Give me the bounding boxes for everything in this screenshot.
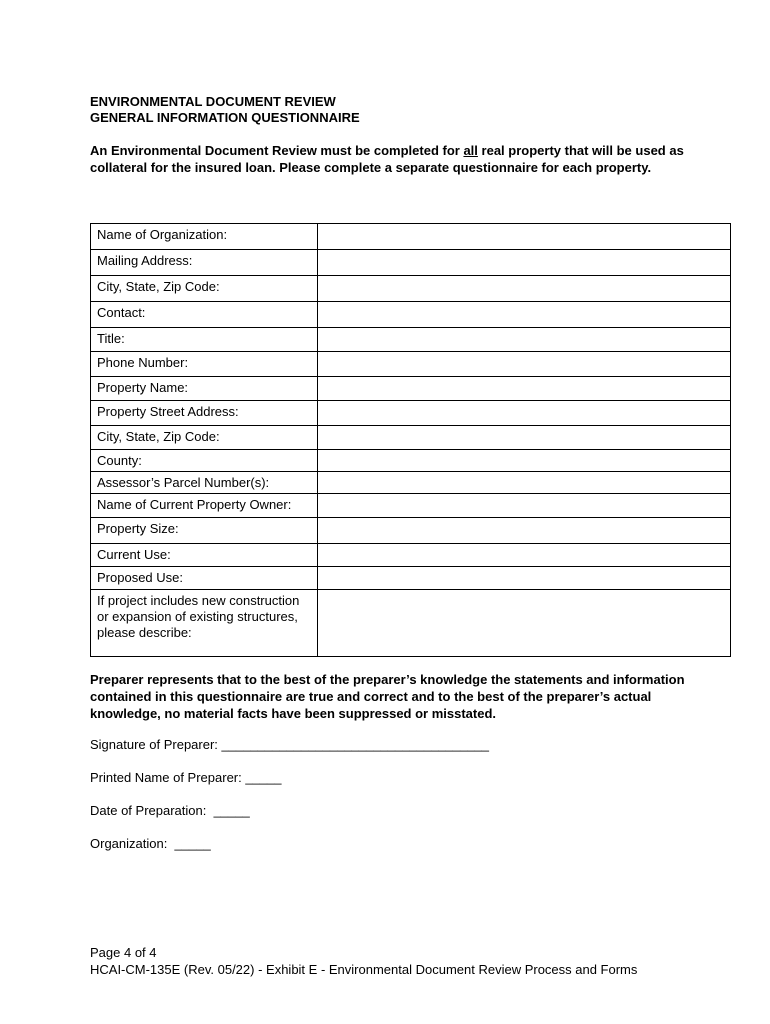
table-row — [91, 567, 731, 590]
table-row — [91, 590, 731, 657]
printed-name-line — [90, 770, 282, 786]
row-label: If project includes new construction or expansion of existing structures, please describe: — [91, 590, 318, 657]
printed-name-blank[interactable]: _____ — [245, 770, 282, 785]
intro-text-before: An Environmental Document Review must be completed for — [90, 143, 464, 158]
general-info-table — [90, 223, 731, 657]
row-label: Name of Organization: — [91, 224, 318, 250]
table-row — [91, 276, 731, 302]
proposed-use-field[interactable] — [318, 567, 731, 590]
table-row — [91, 472, 731, 494]
project-description-field[interactable] — [318, 590, 731, 657]
row-label: Property Name: — [91, 377, 318, 401]
table-row — [91, 377, 731, 401]
mailing-address-field[interactable] — [318, 250, 731, 276]
organization-blank[interactable]: _____ — [174, 836, 211, 851]
preparer-representation: Preparer represents that to the best of the preparer’s knowledge the statements and information contained in this questionnaire are true and correct and to the best of the preparer’s actual knowledge, no material facts have been suppressed or misstated. — [90, 672, 685, 721]
title-field[interactable] — [318, 328, 731, 352]
page-footer — [90, 944, 637, 978]
table-row — [91, 426, 731, 450]
row-label: Property Street Address: — [91, 401, 318, 426]
signature-label: Signature of Preparer: — [90, 737, 222, 752]
contact-field[interactable] — [318, 302, 731, 328]
row-label: Phone Number: — [91, 352, 318, 377]
row-label: Proposed Use: — [91, 567, 318, 590]
table-row — [91, 450, 731, 472]
printed-name-label: Printed Name of Preparer: — [90, 770, 246, 785]
table-row — [91, 544, 731, 567]
table-row — [91, 250, 731, 276]
date-blank[interactable]: _____ — [213, 803, 250, 818]
page-number: Page 4 of 4 — [90, 945, 157, 960]
date-label: Date of Preparation: — [90, 803, 214, 818]
table-row — [91, 352, 731, 377]
county-field[interactable] — [318, 450, 731, 472]
signature-blank[interactable]: _____________________________________ — [221, 737, 490, 752]
row-label: Title: — [91, 328, 318, 352]
parcel-number-field[interactable] — [318, 472, 731, 494]
row-label: City, State, Zip Code: — [91, 426, 318, 450]
property-name-field[interactable] — [318, 377, 731, 401]
row-label: Assessor’s Parcel Number(s): — [91, 472, 318, 494]
table-row — [91, 224, 731, 250]
table-row — [91, 302, 731, 328]
signature-line — [90, 737, 489, 753]
intro-underlined-word: all — [463, 143, 478, 158]
row-label: County: — [91, 450, 318, 472]
property-street-address-field[interactable] — [318, 401, 731, 426]
property-size-field[interactable] — [318, 518, 731, 544]
intro-paragraph — [90, 142, 690, 176]
table-row — [91, 401, 731, 426]
phone-number-field[interactable] — [318, 352, 731, 377]
row-label: City, State, Zip Code: — [91, 276, 318, 302]
organization-label: Organization: — [90, 836, 175, 851]
intro-text-after: real property that will be used as collateral for the insured loan. Please complete a separate questionnaire for each property. — [90, 143, 684, 175]
row-label: Contact: — [91, 302, 318, 328]
current-owner-field[interactable] — [318, 494, 731, 518]
document-id: HCAI-CM-135E (Rev. 05/22) - Exhibit E - Environmental Document Review Process and Forms — [90, 962, 638, 977]
table-row — [91, 328, 731, 352]
row-label: Property Size: — [91, 518, 318, 544]
document-title — [90, 94, 360, 126]
row-label: Mailing Address: — [91, 250, 318, 276]
title-line-1: ENVIRONMENTAL DOCUMENT REVIEW — [90, 94, 336, 109]
organization-name-field[interactable] — [318, 224, 731, 250]
date-line — [90, 803, 250, 819]
organization-line — [90, 836, 211, 852]
title-line-2: GENERAL INFORMATION QUESTIONNAIRE — [90, 110, 360, 125]
table-row — [91, 518, 731, 544]
table-row — [91, 494, 731, 518]
property-city-state-zip-field[interactable] — [318, 426, 731, 450]
row-label: Name of Current Property Owner: — [91, 494, 318, 518]
city-state-zip-field[interactable] — [318, 276, 731, 302]
current-use-field[interactable] — [318, 544, 731, 567]
row-label: Current Use: — [91, 544, 318, 567]
